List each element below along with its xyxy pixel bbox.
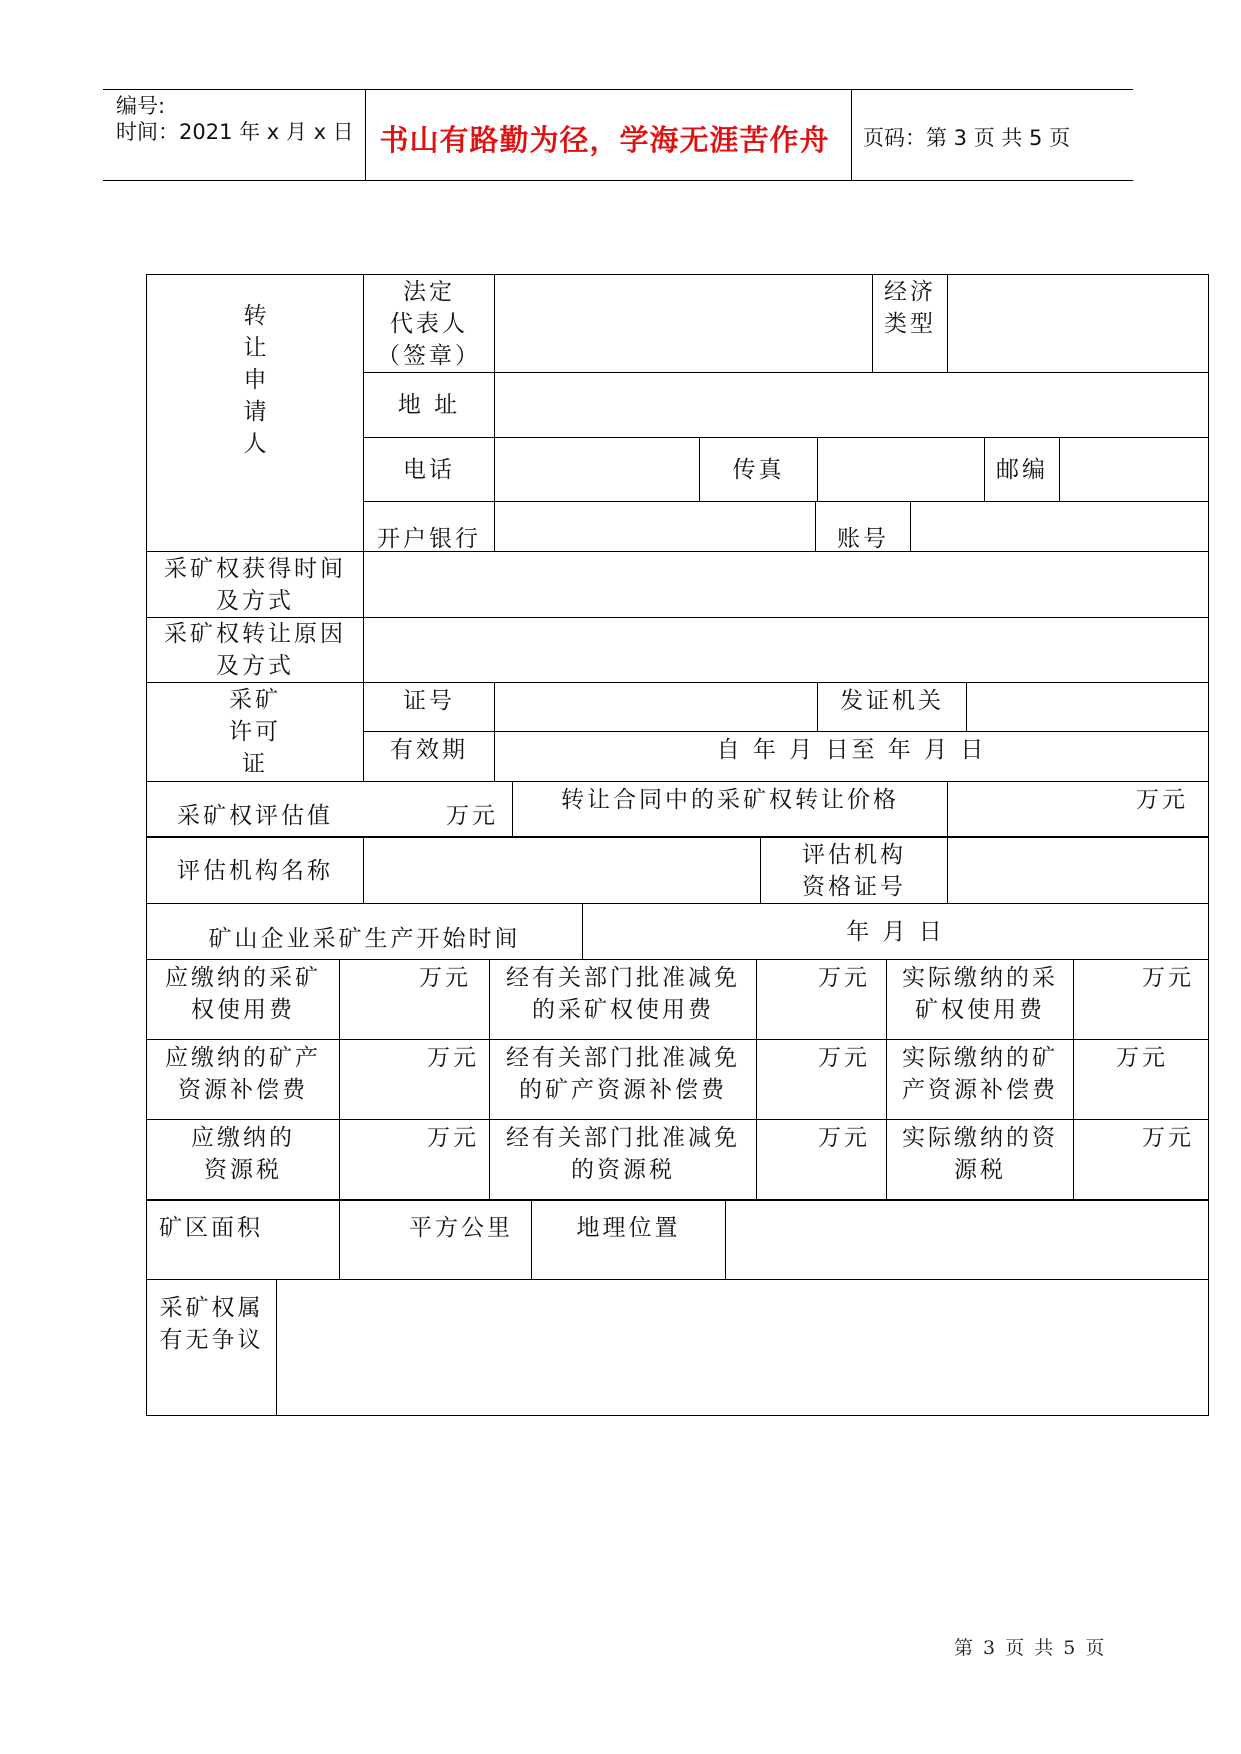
obtain-time-label: 采矿权获得时间 及方式 xyxy=(164,555,346,614)
transfer-reason-value[interactable] xyxy=(364,618,1208,682)
table-border-bottom xyxy=(146,1415,1209,1416)
econ-type-value[interactable] xyxy=(948,275,1208,372)
dispute-value[interactable] xyxy=(277,1280,1208,1415)
due-comp-fee-label: 应缴纳的矿产 资源补偿费 xyxy=(165,1045,321,1103)
fax-value[interactable] xyxy=(818,438,984,501)
obtain-time-value[interactable] xyxy=(364,552,1208,617)
applicant-label: 转 让 申 请 人 xyxy=(243,303,267,457)
fax-label: 传真 xyxy=(732,456,785,483)
bank-label: 开户银行 xyxy=(377,526,481,552)
account-value[interactable] xyxy=(911,502,1208,551)
phone-value[interactable] xyxy=(495,438,699,501)
due-use-fee-label: 应缴纳的采矿 权使用费 xyxy=(165,965,321,1023)
actual-tax-label: 实际缴纳的资 源税 xyxy=(902,1125,1058,1183)
reduced-use-fee-label: 经有关部门批准减免 的采矿权使用费 xyxy=(506,965,740,1023)
validity-label: 有效期 xyxy=(390,737,468,763)
postcode-label: 邮编 xyxy=(996,456,1048,483)
transfer-reason-label: 采矿权转让原因 及方式 xyxy=(164,621,346,679)
address-value[interactable] xyxy=(495,373,1208,437)
eval-org-label: 评估机构名称 xyxy=(177,857,333,884)
legal-rep-label: 法定 代表人 （签章） xyxy=(377,279,481,369)
cert-no-value[interactable] xyxy=(495,683,817,731)
phone-label: 电话 xyxy=(403,456,455,483)
eval-value-unit[interactable]: 万元 xyxy=(446,802,498,829)
reduced-use-fee-unit[interactable]: 万元 xyxy=(818,965,870,991)
header-page-code: 页码：第 3 页 共 5 页 xyxy=(863,126,1071,150)
issuer-label: 发证机关 xyxy=(840,688,944,714)
legal-rep-value[interactable] xyxy=(495,275,872,372)
address-label: 地 址 xyxy=(397,392,461,418)
location-label: 地理位置 xyxy=(576,1215,681,1241)
account-label: 账号 xyxy=(837,526,889,552)
footer-page-number: 第 3 页 共 5 页 xyxy=(954,1637,1107,1659)
eval-value-label: 采矿权评估值 xyxy=(177,802,333,829)
area-unit[interactable]: 平方公里 xyxy=(409,1215,513,1241)
reduced-tax-unit[interactable]: 万元 xyxy=(818,1125,870,1151)
reduced-comp-fee-unit[interactable]: 万元 xyxy=(818,1045,870,1071)
due-tax-label: 应缴纳的 资源税 xyxy=(191,1125,295,1183)
grid-line xyxy=(146,1199,1209,1201)
time-label: 时间：2021 年 x 月 x 日 xyxy=(116,120,354,144)
issuer-value[interactable] xyxy=(967,683,1208,731)
contract-price-unit[interactable]: 万元 xyxy=(1136,787,1188,813)
reduced-comp-fee-label: 经有关部门批准减免 的矿产资源补偿费 xyxy=(506,1045,740,1103)
actual-comp-fee-unit[interactable]: 万元 xyxy=(1116,1045,1168,1071)
due-comp-fee-unit[interactable]: 万元 xyxy=(427,1045,479,1071)
contract-price-label: 转让合同中的采矿权转让价格 xyxy=(561,787,899,813)
start-time-value[interactable]: 年 月 日 xyxy=(846,918,945,945)
actual-comp-fee-label: 实际缴纳的矿 产资源补偿费 xyxy=(902,1045,1058,1103)
eval-org-value[interactable] xyxy=(364,838,760,903)
econ-type-label: 经济 类型 xyxy=(884,279,936,337)
serial-label: 编号: xyxy=(116,94,166,118)
table-border-right xyxy=(1208,274,1209,1416)
bank-value[interactable] xyxy=(495,502,815,551)
due-tax-unit[interactable]: 万元 xyxy=(427,1125,479,1151)
header-divider-right xyxy=(851,89,852,181)
header-motto: 书山有路勤为径，学海无涯苦作舟 xyxy=(379,122,830,157)
eval-cert-label: 评估机构 资格证号 xyxy=(802,841,906,900)
actual-use-fee-label: 实际缴纳的采 矿权使用费 xyxy=(902,965,1058,1023)
postcode-value[interactable] xyxy=(1060,438,1208,501)
reduced-tax-label: 经有关部门批准减免 的资源税 xyxy=(506,1125,740,1183)
cert-no-label: 证号 xyxy=(403,688,455,714)
location-value[interactable] xyxy=(726,1202,1208,1279)
license-label: 采矿 许可 证 xyxy=(229,687,281,777)
actual-tax-unit[interactable]: 万元 xyxy=(1142,1125,1194,1151)
dispute-label: 采矿权属 有无争议 xyxy=(159,1295,264,1353)
actual-use-fee-unit[interactable]: 万元 xyxy=(1142,965,1194,991)
due-use-fee-unit[interactable]: 万元 xyxy=(419,965,471,991)
area-label: 矿区面积 xyxy=(159,1215,263,1241)
eval-cert-value[interactable] xyxy=(948,838,1208,903)
start-time-label: 矿山企业采矿生产开始时间 xyxy=(208,926,521,952)
validity-value[interactable]: 自 年 月 日至 年 月 日 xyxy=(716,737,987,763)
